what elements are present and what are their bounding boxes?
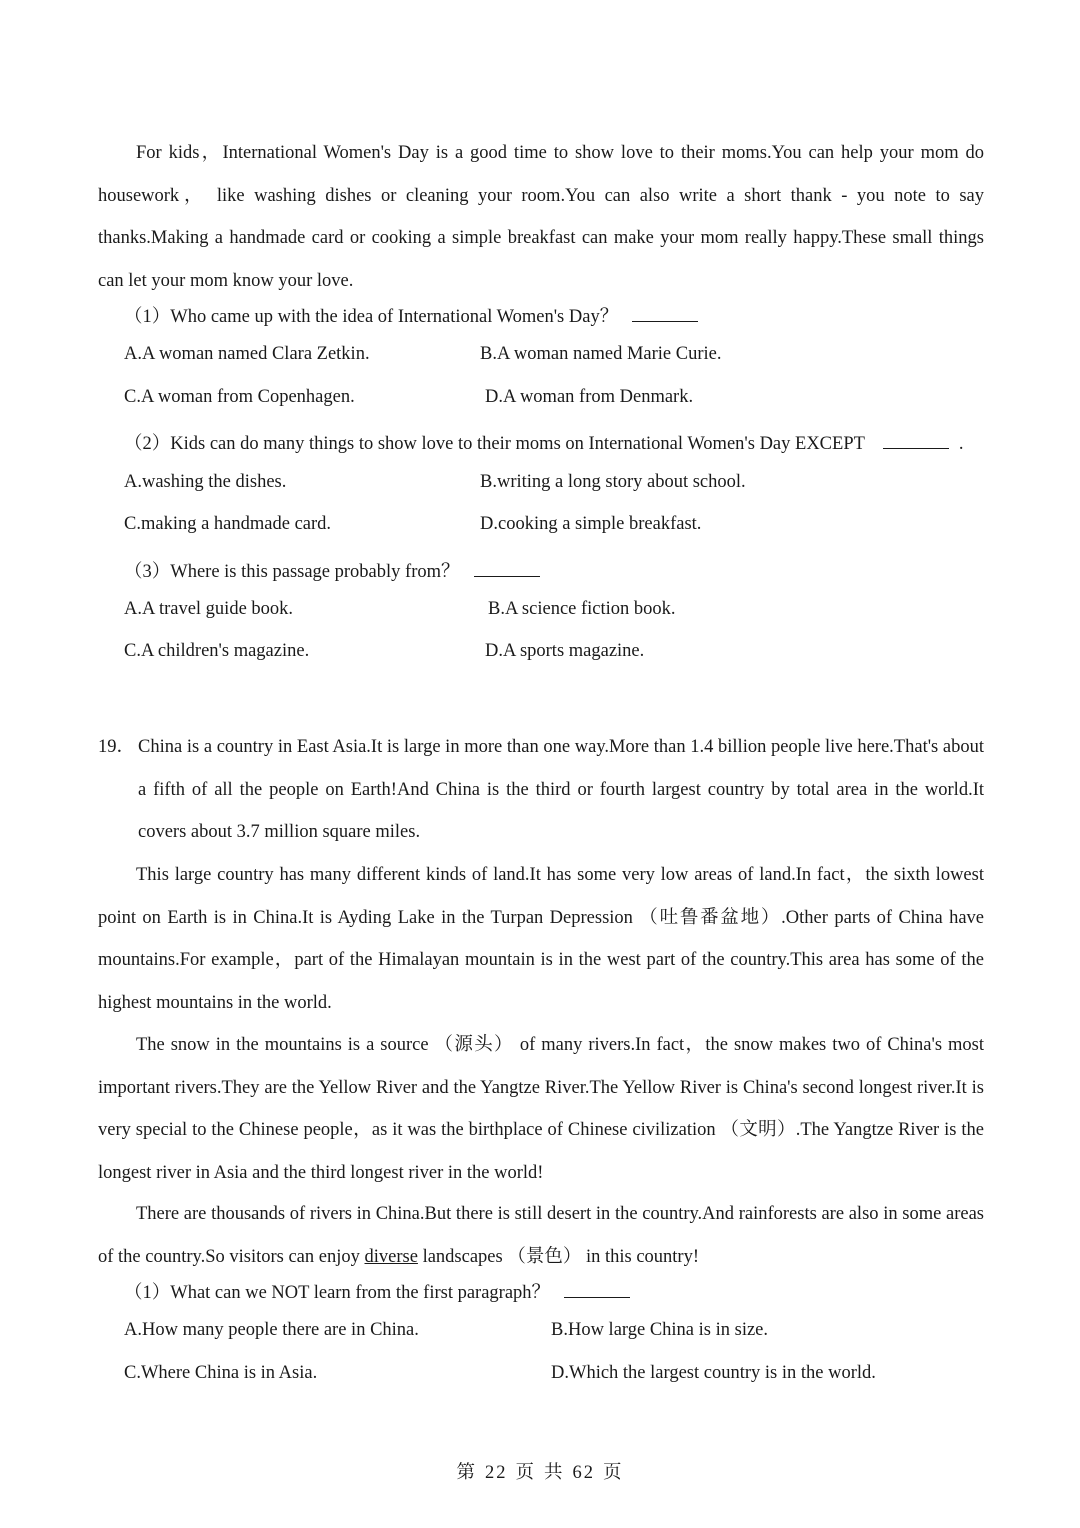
footer-text: 页 [603,1463,624,1483]
text-run: There are thousands of rivers in China.But there is still desert in the country.And rainforests are also in some areas of the country.So visitors can enjoy [98,1204,984,1267]
passage-19-first-paragraph [98,726,984,854]
footer-text: 共 [544,1463,565,1483]
option-a[interactable]: A.A travel guide book. [124,599,294,619]
answer-blank[interactable] [632,307,698,322]
passage-paragraph: China is a country in East Asia.It is large in more than one way.More than 1.4 billion people live here.That's about a fifth of all the people on Earth!And China is the third or fourth largest country by total area in the world.It covers about 3.7 million square miles. [138,737,984,842]
option-d[interactable]: D.A sports magazine. [485,641,645,661]
option-c[interactable]: C.A woman from Copenhagen. [124,387,355,407]
footer-text: 页 [515,1463,536,1483]
passage-paragraph: For kids，International Women's Day is a good time to show love to their moms.You can help your mom do housework， like washing dishes or cleaning your room.You can also write a short thank - you note to say thanks.Making a handmade card or cooking a simple breakfast can make your mom really happy.These small things can let your mom know your love. [98,143,984,291]
option-a[interactable]: A.washing the dishes. [124,472,287,492]
underlined-word: diverse [364,1246,418,1267]
question-text: （3）Where is this passage probably from？ [124,562,460,582]
current-page-number: 22 [484,1463,508,1483]
option-b[interactable]: B.writing a long story about school. [480,472,746,492]
option-a[interactable]: A.How many people there are in China. [124,1320,419,1340]
question-text: （2）Kids can do many things to show love to their moms on International Women's Day EXCEPT [124,434,865,454]
total-page-count: 62 [572,1463,596,1483]
option-d[interactable]: D.Which the largest country is in the world. [551,1363,876,1383]
page-footer [0,1458,1080,1484]
question-number: 19． [98,737,136,757]
option-c[interactable]: C.making a handmade card. [124,514,332,534]
option-b[interactable]: B.How large China is in size. [551,1320,769,1340]
passage-paragraph [98,1193,984,1278]
question-end-mark: . [958,434,964,454]
option-a[interactable]: A.A woman named Clara Zetkin. [124,344,370,364]
answer-blank[interactable] [883,434,949,449]
answer-blank[interactable] [474,562,540,577]
question-stem [124,429,964,455]
question-text: （1）What can we NOT learn from the first paragraph？ [124,1283,551,1303]
passage-paragraph: This large country has many different kinds of land.It has some very low areas of land.In fact，the sixth lowest point on Earth is in China.It is Ayding Lake in the Turpan Depression （吐鲁番盆地）.Other parts of China have mountains.For example，part of the Himalayan mountain is in the west part of the country.This area has some of the highest mountains in the world. [98,865,984,1013]
passage-paragraph: The snow in the mountains is a source （源头） of many rivers.In fact，the snow makes two of China's most important rivers.They are the Yellow River and the Yangtze River.The Yellow River is China's second longest river.It is very special to the Chinese people，as it was the birthplace of Chinese civilization （文明）.The Yangtze River is the longest river in Asia and the third longest river in the world! [98,1035,984,1183]
text-run: landscapes （景色） in this country! [417,1246,699,1267]
question-text: （1）Who came up with the idea of International Women's Day？ [124,307,619,327]
question-stem [124,1278,630,1304]
question-stem [124,557,540,583]
option-d[interactable]: D.A woman from Denmark. [485,387,694,407]
footer-text: 第 [456,1463,477,1483]
option-c[interactable]: C.Where China is in Asia. [124,1363,318,1383]
option-b[interactable]: B.A science fiction book. [488,599,676,619]
question-stem [124,302,698,328]
option-d[interactable]: D.cooking a simple breakfast. [480,514,702,534]
answer-blank[interactable] [564,1283,630,1298]
option-b[interactable]: B.A woman named Marie Curie. [480,344,722,364]
option-c[interactable]: C.A children's magazine. [124,641,310,661]
